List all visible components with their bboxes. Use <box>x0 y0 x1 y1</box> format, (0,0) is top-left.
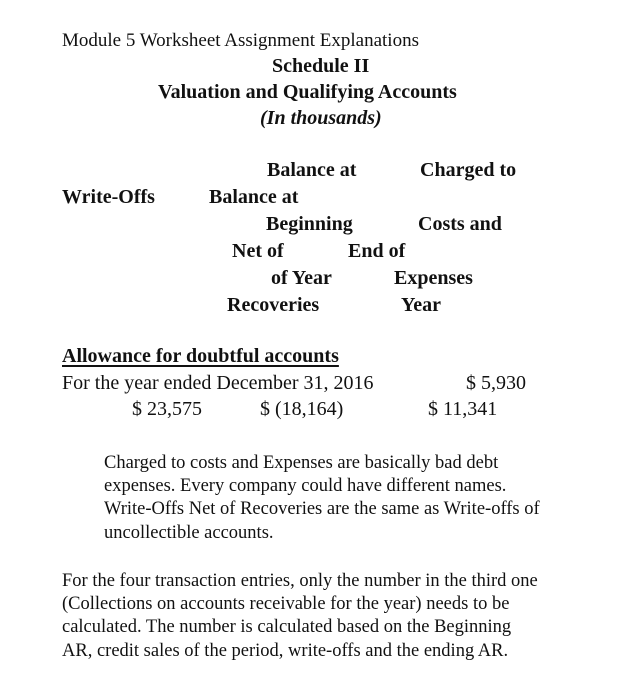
document-heading: Module 5 Worksheet Assignment Explanations <box>62 30 419 51</box>
header-balance-at: Balance at <box>267 159 357 181</box>
header-year: Year <box>401 294 441 316</box>
paragraph-2-line: calculated. The number is calculated based on the Beginning <box>62 617 512 638</box>
header-end-of: End of <box>348 240 406 262</box>
explanation-paragraph-2 <box>62 570 538 663</box>
paragraph-2-line: For the four transaction entries, only the number in the third one <box>62 571 538 591</box>
report-title: Valuation and Qualifying Accounts <box>158 81 457 103</box>
period-label: For the year ended December 31, 2016 <box>62 372 374 394</box>
paragraph-2-line: (Collections on accounts receivable for the year) needs to be <box>62 594 510 615</box>
header-of-year: of Year <box>271 267 332 289</box>
header-expenses: Expenses <box>394 267 473 289</box>
paragraph-1-line: Write-Offs Net of Recoveries are the same as Write-offs of <box>104 499 540 520</box>
paragraph-1-line: uncollectible accounts. <box>104 522 274 543</box>
write-offs-value: $ (18,164) <box>260 398 344 420</box>
allowance-label: Allowance for doubtful accounts <box>62 345 339 367</box>
header-beginning: Beginning <box>266 213 353 235</box>
header-write-offs: Write-Offs <box>62 186 155 208</box>
paragraph-1-line: Charged to costs and Expenses are basically bad debt <box>104 453 499 473</box>
beginning-balance-value: $ 23,575 <box>132 398 202 420</box>
explanation-paragraph-1 <box>104 452 540 545</box>
ending-balance-value: $ 11,341 <box>428 398 498 420</box>
header-net-of: Net of <box>232 240 284 262</box>
paragraph-1-line: expenses. Every company could have different names. <box>104 476 507 497</box>
charged-value: $ 5,930 <box>466 372 526 394</box>
paragraph-2-line: AR, credit sales of the period, write-offs and the ending AR. <box>62 640 509 661</box>
header-charged-to: Charged to <box>420 159 517 181</box>
schedule-title: Schedule II <box>272 55 370 77</box>
header-recoveries: Recoveries <box>227 294 320 316</box>
report-subtitle: (In thousands) <box>260 107 382 129</box>
header-costs-and: Costs and <box>418 213 502 235</box>
header-balance-at-2: Balance at <box>209 186 299 208</box>
